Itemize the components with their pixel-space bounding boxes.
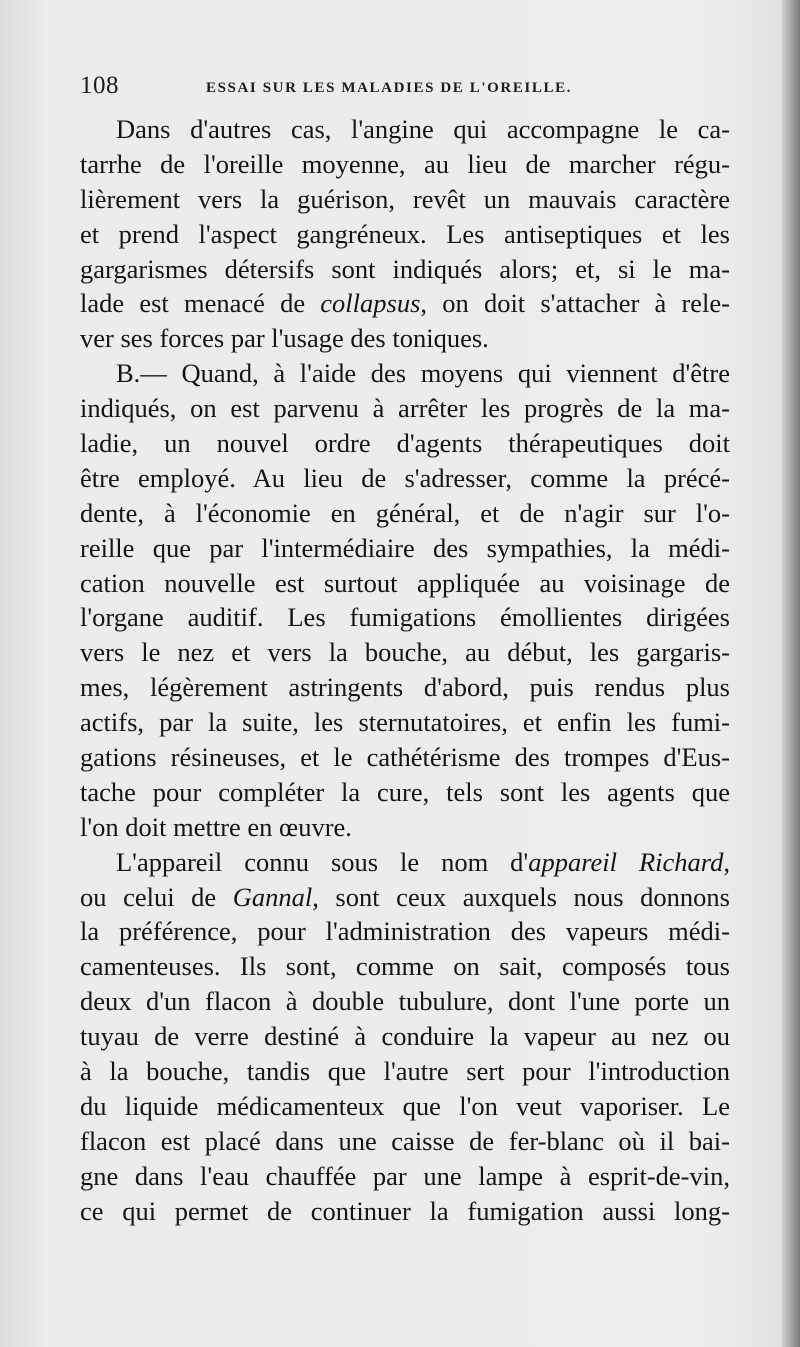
text-line: gne dans l'eau chauffée par une lampe à esprit-de-vin, bbox=[80, 1160, 730, 1191]
text-line: B.— Quand, à l'aide des moyens qui viennent d'être bbox=[116, 358, 730, 389]
text-line: la préférence, pour l'administration des vapeurs médi- bbox=[80, 916, 730, 947]
text-line: lièrement vers la guérison, revêt un mauvais caractère bbox=[80, 183, 730, 214]
page-edge-shadow bbox=[782, 0, 800, 1347]
text-line: ou celui de Gannal, sont ceux auxquels nous donnons bbox=[80, 881, 730, 912]
italic-term: appareil Richard, bbox=[528, 846, 730, 877]
text-line: l'on doit mettre en œuvre. bbox=[80, 811, 352, 842]
text-line: tarrhe de l'oreille moyenne, au lieu de marcher régu- bbox=[80, 148, 730, 179]
page-number: 108 bbox=[80, 72, 119, 99]
text-line: indiqués, on est parvenu à arrêter les progrès de la ma- bbox=[80, 393, 730, 424]
running-title: ESSAI SUR LES MALADIES DE L'OREILLE. bbox=[206, 80, 573, 96]
italic-term: Gannal, bbox=[232, 881, 319, 912]
text-line: vers le nez et vers la bouche, au début, les gargaris- bbox=[80, 637, 730, 668]
text-line: dente, à l'économie en général, et de n'agir sur l'o- bbox=[80, 497, 730, 528]
text-line: Dans d'autres cas, l'angine qui accompagne le ca- bbox=[116, 114, 730, 144]
text-line: du liquide médicamenteux que l'on veut vaporiser. Le bbox=[80, 1090, 730, 1121]
text-line: à la bouche, tandis que l'autre sert pour l'introduction bbox=[80, 1056, 730, 1087]
text-line: flacon est placé dans une caisse de fer-blanc où il bai- bbox=[80, 1125, 730, 1156]
text-line: ce qui permet de continuer la fumigation aussi long- bbox=[80, 1195, 730, 1226]
text-line: actifs, par la suite, les sternutatoires, et enfin les fumi- bbox=[80, 707, 730, 738]
text-line: tuyau de verre destiné à conduire la vapeur au nez ou bbox=[80, 1021, 730, 1052]
text-line: ver ses forces par l'usage des toniques. bbox=[80, 323, 489, 354]
italic-term: collapsus bbox=[320, 288, 421, 319]
text-line: gations résineuses, et le cathétérisme des trompes d'Eus- bbox=[80, 742, 730, 773]
text-line: cation nouvelle est surtout appliquée au voisinage de bbox=[80, 567, 730, 598]
body-text bbox=[80, 112, 730, 1229]
text-line: L'appareil connu sous le nom d'appareil Richard, bbox=[116, 846, 730, 877]
text-line: deux d'un flacon à double tubulure, dont l'une porte un bbox=[80, 986, 730, 1017]
text-line: lade est menacé de collapsus, on doit s'attacher à rele- bbox=[80, 288, 730, 319]
text-line: gargarismes détersifs sont indiqués alors; et, si le ma- bbox=[80, 253, 730, 284]
running-head bbox=[80, 72, 730, 102]
text-line: reille que par l'intermédiaire des sympathies, la médi- bbox=[80, 532, 730, 563]
text-line: camenteuses. Ils sont, comme on sait, composés tous bbox=[80, 951, 730, 982]
text-line: être employé. Au lieu de s'adresser, comme la précé- bbox=[80, 462, 730, 493]
text-line: ladie, un nouvel ordre d'agents thérapeutiques doit bbox=[80, 428, 730, 459]
text-line: et prend l'aspect gangréneux. Les antiseptiques et les bbox=[80, 218, 730, 249]
text-line: l'organe auditif. Les fumigations émollientes dirigées bbox=[80, 602, 730, 633]
text-line: mes, légèrement astringents d'abord, puis rendus plus bbox=[80, 672, 730, 703]
text-line: tache pour compléter la cure, tels sont les agents que bbox=[80, 776, 730, 807]
